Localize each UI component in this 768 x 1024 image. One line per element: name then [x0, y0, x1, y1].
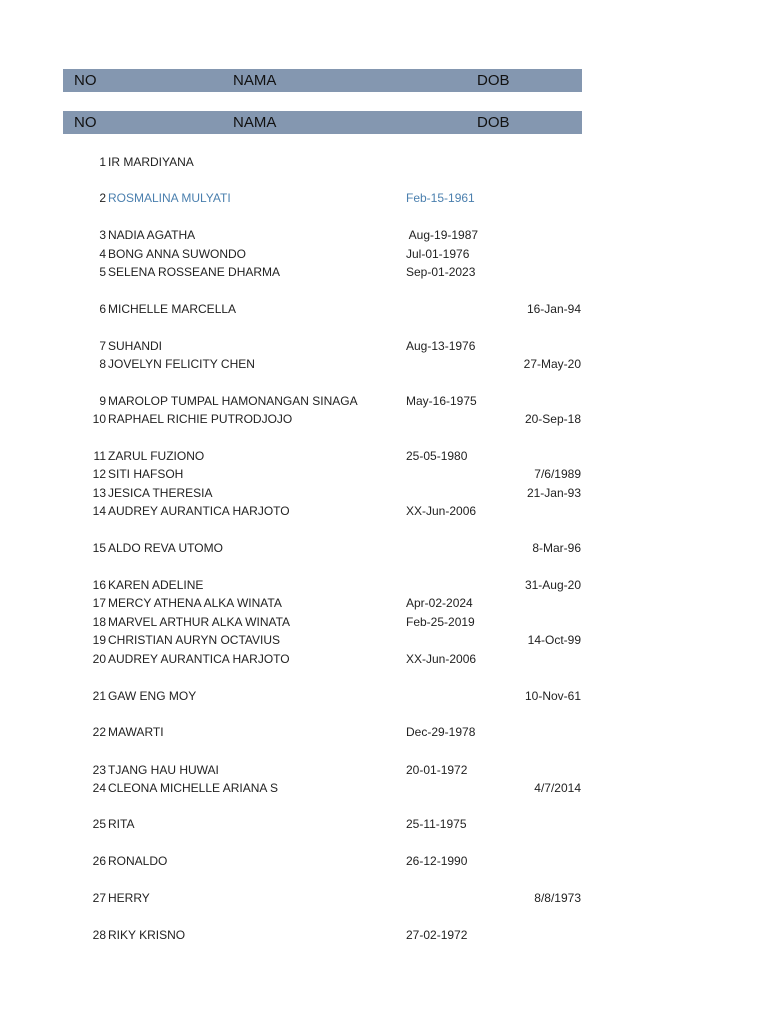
row-dob: 25-11-1975: [406, 817, 467, 831]
row-dob: Jul-01-1976: [406, 247, 470, 261]
table-row: [0, 687, 768, 705]
table-row: [0, 189, 768, 207]
row-dob: 14-Oct-99: [527, 633, 581, 647]
row-dob: Feb-25-2019: [406, 615, 475, 629]
row-dob: 4/7/2014: [534, 781, 581, 795]
row-number: 18: [92, 615, 106, 629]
row-dob: 26-12-1990: [406, 854, 468, 868]
row-name: ALDO REVA UTOMO: [108, 541, 223, 555]
table-header: [63, 111, 582, 134]
row-number: 3: [99, 228, 106, 242]
header-nama: NAMA: [233, 72, 277, 89]
row-number: 20: [92, 652, 106, 666]
row-number: 12: [92, 467, 106, 481]
row-name: TJANG HAU HUWAI: [108, 763, 219, 777]
row-dob: Aug-19-1987: [406, 228, 479, 242]
row-number: 16: [92, 578, 106, 592]
table-row: [0, 502, 768, 520]
header-dob: DOB: [477, 72, 510, 89]
table-row: [0, 761, 768, 779]
row-name: MARVEL ARTHUR ALKA WINATA: [108, 615, 291, 629]
row-number: 25: [92, 817, 106, 831]
row-number: 6: [99, 302, 106, 316]
table-row: [0, 484, 768, 502]
row-name: CLEONA MICHELLE ARIANA S: [108, 781, 279, 795]
row-name: CHRISTIAN AURYN OCTAVIUS: [108, 633, 281, 647]
row-number: 24: [92, 781, 106, 795]
row-number: 14: [92, 504, 106, 518]
row-dob: May-16-1975: [406, 394, 477, 408]
row-name: HERRY: [108, 891, 150, 905]
row-number: 5: [99, 265, 106, 279]
row-dob: 27-May-20: [523, 357, 581, 371]
row-dob: 10-Nov-61: [524, 689, 581, 703]
table-row: [0, 594, 768, 612]
table-row: [0, 447, 768, 465]
row-name: MICHELLE MARCELLA: [108, 302, 237, 316]
table-row: [0, 650, 768, 668]
table-row: [0, 852, 768, 870]
row-dob: 25-05-1980: [406, 449, 468, 463]
table-row: [0, 465, 768, 483]
row-name: MERCY ATHENA ALKA WINATA: [108, 596, 282, 610]
row-name: AUDREY AURANTICA HARJOTO: [108, 652, 290, 666]
row-dob: XX-Jun-2006: [406, 652, 477, 666]
row-number: 9: [99, 394, 106, 408]
table-row: [0, 779, 768, 797]
header-dob: DOB: [477, 114, 510, 131]
row-dob: 8-Mar-96: [532, 541, 581, 555]
row-name: ZARUL FUZIONO: [108, 449, 205, 463]
table-row: [0, 226, 768, 244]
row-dob: Aug-13-1976: [406, 339, 476, 353]
table-row: [0, 410, 768, 428]
row-number: 23: [92, 763, 106, 777]
row-name: SITI HAFSOH: [108, 467, 184, 481]
row-dob: 27-02-1972: [406, 928, 468, 942]
row-number: 15: [92, 541, 106, 555]
table-row: [0, 815, 768, 833]
table-row: [0, 355, 768, 373]
row-name: AUDREY AURANTICA HARJOTO: [108, 504, 290, 518]
row-dob: 8/8/1973: [534, 891, 581, 905]
table-row: [0, 263, 768, 281]
row-dob: 31-Aug-20: [524, 578, 581, 592]
row-dob: Apr-02-2024: [406, 596, 473, 610]
row-number: 22: [92, 725, 106, 739]
row-name: GAW ENG MOY: [108, 689, 197, 703]
table-row: [0, 245, 768, 263]
row-name: SELENA ROSSEANE DHARMA: [108, 265, 281, 279]
table-row: [0, 926, 768, 944]
table-row: [0, 723, 768, 741]
row-dob: 20-01-1972: [406, 763, 468, 777]
table-row: [0, 300, 768, 318]
row-number: 21: [92, 689, 106, 703]
row-number: 10: [92, 412, 106, 426]
row-dob: 20-Sep-18: [524, 412, 581, 426]
row-name: IR MARDIYANA: [108, 155, 194, 169]
table-row: [0, 153, 768, 171]
row-name: JESICA THERESIA: [108, 486, 213, 500]
row-name: KAREN ADELINE: [108, 578, 204, 592]
row-number: 26: [92, 854, 106, 868]
table-row: [0, 613, 768, 631]
row-dob: Feb-15-1961: [406, 191, 475, 205]
table-header: [63, 69, 582, 92]
row-name: RAPHAEL RICHIE PUTRODJOJO: [108, 412, 293, 426]
table-row: [0, 539, 768, 557]
row-dob: Dec-29-1978: [406, 725, 476, 739]
row-number: 11: [93, 449, 106, 463]
row-name: JOVELYN FELICITY CHEN: [108, 357, 255, 371]
row-number: 1: [99, 155, 106, 169]
header-no: NO: [74, 114, 97, 131]
row-number: 2: [99, 191, 106, 205]
row-name: SUHANDI: [108, 339, 163, 353]
row-number: 17: [92, 596, 106, 610]
row-name: RONALDO: [108, 854, 168, 868]
row-name: MAWARTI: [108, 725, 164, 739]
row-dob: 7/6/1989: [534, 467, 581, 481]
row-name: ROSMALINA MULYATI: [108, 191, 231, 205]
row-number: 8: [99, 357, 106, 371]
row-name: MAROLOP TUMPAL HAMONANGAN SINAGA: [108, 394, 358, 408]
row-number: 7: [99, 339, 106, 353]
row-name: BONG ANNA SUWONDO: [108, 247, 247, 261]
row-number: 13: [92, 486, 106, 500]
table-row: [0, 631, 768, 649]
row-number: 28: [92, 928, 106, 942]
row-number: 27: [92, 891, 106, 905]
table-row: [0, 889, 768, 907]
header-nama: NAMA: [233, 114, 277, 131]
row-number: 4: [99, 247, 106, 261]
row-name: RIKY KRISNO: [108, 928, 186, 942]
row-dob: Sep-01-2023: [406, 265, 476, 279]
row-name: NADIA AGATHA: [108, 228, 196, 242]
row-dob: 21-Jan-93: [526, 486, 581, 500]
row-number: 19: [92, 633, 106, 647]
row-dob: 16-Jan-94: [526, 302, 581, 316]
header-no: NO: [74, 72, 97, 89]
table-row: [0, 337, 768, 355]
row-dob: XX-Jun-2006: [406, 504, 477, 518]
table-row: [0, 392, 768, 410]
row-name: RITA: [108, 817, 135, 831]
table-row: [0, 576, 768, 594]
